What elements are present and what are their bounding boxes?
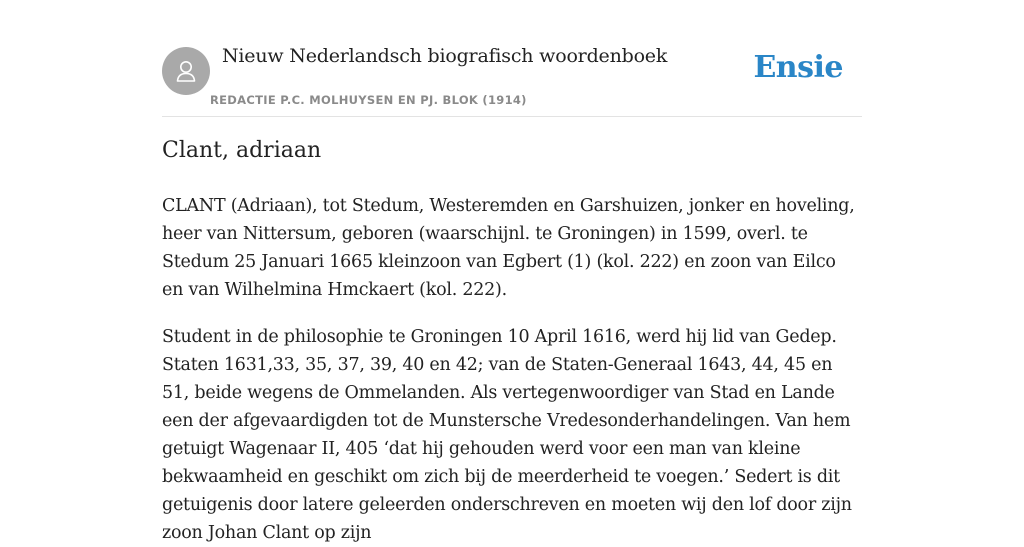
ensie-logo[interactable]: Ensie bbox=[753, 50, 843, 85]
entry-paragraph: Student in de philosophie te Groningen 10 April 1616, werd hij lid van Gedep. Staten 1631,33, 35, 37, 39, 40 en 42; van de Staten-Generaal 1643, 44, 45 en 51, beide wegens de Ommelanden. Als vertegenwoordiger van Stad en Lande een der afgevaardigden tot de Munstersche Vredesonderhandelingen. Van hem getuigt Wagenaar II, 405 ‘dat hij gehouden werd voor een man van kleine bekwaamheid en geschikt om zich bij de meerderheid te voegen.’ Sedert is dit getuigenis door latere geleerden onderschreven en moeten wij den lof door zijn zoon Johan Clant op zijn bbox=[162, 327, 852, 543]
source-editors: REDACTIE P.C. MOLHUYSEN EN PJ. BLOK (1914) bbox=[210, 93, 527, 107]
entry-paragraph: CLANT (Adriaan), tot Stedum, Westeremden en Garshuizen, jonker en hoveling, heer van Nittersum, geboren (waarschijnl. te Groningen) in 1599, overl. te Stedum 25 Januari 1665 kleinzoon van Egbert (1) (kol. 222) en zoon van Eilco en van Wilhelmina Hmckaert (kol. 222). bbox=[162, 196, 855, 300]
user-silhouette-icon bbox=[172, 57, 200, 85]
entry-title: Clant, adriaan bbox=[162, 138, 322, 163]
source-header bbox=[162, 0, 862, 117]
page-content bbox=[162, 0, 862, 543]
user-avatar-icon[interactable] bbox=[162, 47, 210, 95]
source-title[interactable]: Nieuw Nederlandsch biografisch woordenboek bbox=[222, 45, 668, 67]
